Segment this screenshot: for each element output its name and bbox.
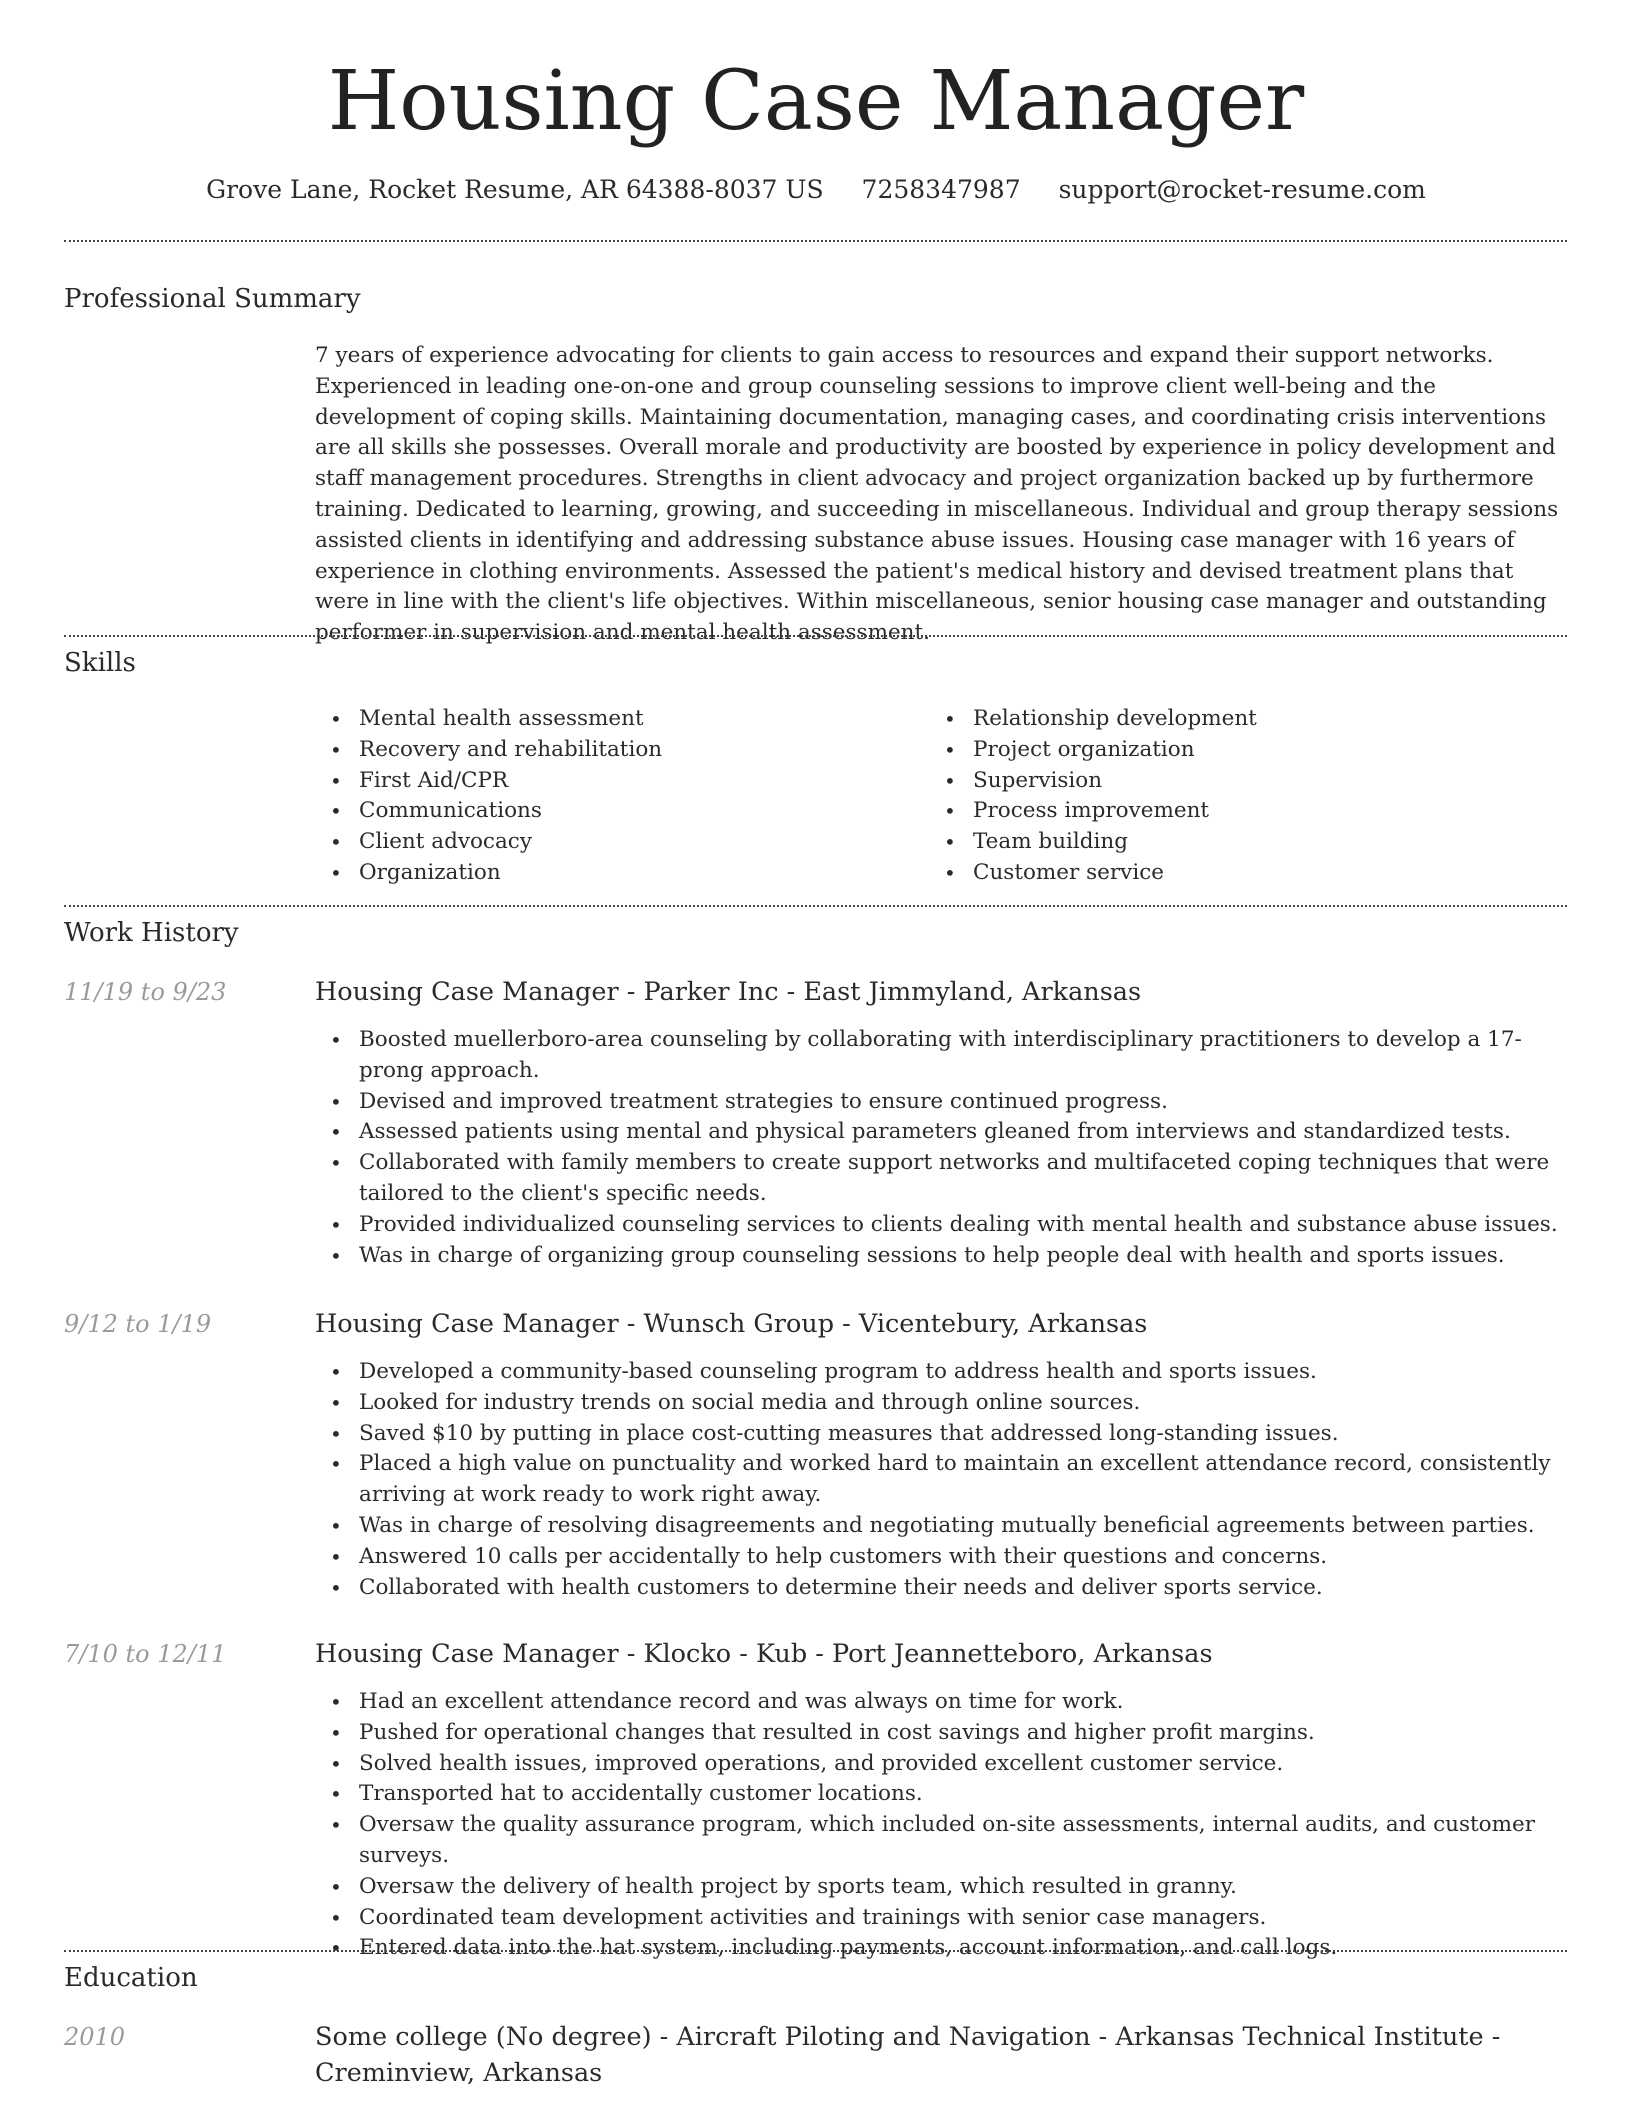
contact-phone: 7258347987 [861,175,1021,204]
job-dates: 9/12 to 1/19 [64,1310,212,1338]
candidate-name: Housing Case Manager [327,54,1305,149]
summary-heading: Professional Summary [64,284,361,314]
list-item: • Oversaw the delivery of health project by sports team, which resulted in granny. [315,1872,1565,1903]
job-heading: Housing Case Manager - Wunsch Group - Vicentebury, Arkansas [315,1309,1148,1339]
list-item: • Recovery and rehabilitation [315,735,875,766]
section-divider [64,905,1567,907]
list-item: • Collaborated with health customers to determine their needs and deliver sports service. [315,1573,1565,1604]
list-item: • Mental health assessment [315,704,875,735]
job-heading: Housing Case Manager - Parker Inc - East Jimmyland, Arkansas [315,977,1142,1007]
list-item: • Looked for industry trends on social media and through online sources. [315,1388,1565,1419]
summary-text: 7 years of experience advocating for clients to gain access to resources and expand their support networks. Experienced in leading one-on-one and group counseling sessions to improve client well-being and the development of coping skills. Maintaining documentation, managing cases, and coordinating crisis interventions are all skills she possesses. Overall morale and productivity are boosted by experience in policy development and staff management procedures. Strengths in client advocacy and project organization backed up by furthermore training. Dedicated to learning, growing, and succeeding in miscellaneous. Individual and group therapy sessions assisted clients in identifying and addressing substance abuse issues. Housing case manager with 16 years of experience in clothing environments. Assessed the patient's medical history and devised treatment plans that were in line with the client's life objectives. Within miscellaneous, senior housing case manager and outstanding performer in supervision and mental health assessment. [315,343,1559,646]
list-item: • Was in charge of resolving disagreements and negotiating mutually beneficial agreements between parties. [315,1511,1565,1542]
education-heading: Education [64,1963,198,1993]
contact-line [0,170,1632,210]
section-divider [64,1950,1567,1952]
job-bullets [315,1357,1565,1603]
contact-email: support@rocket-resume.com [1058,175,1426,204]
list-item: • Customer service [929,858,1489,889]
education-year: 2010 [64,2023,126,2051]
skills-list-left [315,704,875,889]
list-item: • Project organization [929,735,1489,766]
list-item: • Was in charge of organizing group counseling sessions to help people deal with health and sports issues. [315,1241,1565,1272]
list-item: • Devised and improved treatment strategies to ensure continued progress. [315,1087,1565,1118]
job-duties [315,1025,1565,1271]
list-item: • Organization [315,858,875,889]
section-divider [64,240,1567,242]
list-item: • Had an excellent attendance record and was always on time for work. [315,1687,1565,1718]
list-item: • Pushed for operational changes that resulted in cost savings and higher profit margins. [315,1718,1565,1749]
section-divider [64,635,1567,637]
work-history-heading: Work History [64,918,239,948]
list-item: • Process improvement [929,796,1489,827]
list-item: • Answered 10 calls per accidentally to help customers with their questions and concerns. [315,1542,1565,1573]
list-item: • Placed a high value on punctuality and worked hard to maintain an excellent attendance record, consistently arriving at work ready to work right away. [315,1449,1565,1511]
job-bullets [315,1025,1565,1271]
list-item: • Relationship development [929,704,1489,735]
skills-list-right [929,704,1489,889]
list-item: • Provided individualized counseling services to clients dealing with mental health and substance abuse issues. [315,1210,1565,1241]
list-item: • Boosted muellerboro-area counseling by collaborating with interdisciplinary practitioners to develop a 17-prong approach. [315,1025,1565,1087]
education-heading-line: Some college (No degree) - Aircraft Piloting and Navigation - Arkansas Technical Institute - Creminview, Arkansas [315,2022,1501,2088]
list-item: • Saved $10 by putting in place cost-cutting measures that addressed long-standing issues. [315,1419,1565,1450]
list-item: • Supervision [929,766,1489,797]
list-item: • Team building [929,827,1489,858]
list-item: • Assessed patients using mental and physical parameters gleaned from interviews and standardized tests. [315,1117,1565,1148]
job-duties [315,1687,1565,1964]
skills-left-column [315,704,875,889]
contact-address: Grove Lane, Rocket Resume, AR 64388-8037 US [206,175,824,204]
list-item: • Client advocacy [315,827,875,858]
list-item: • Oversaw the quality assurance program, which included on-site assessments, internal audits, and customer surveys. [315,1810,1565,1872]
skills-heading: Skills [64,648,136,678]
job-bullets [315,1687,1565,1964]
list-item: • Communications [315,796,875,827]
skills-right-column [929,704,1489,889]
list-item: • Developed a community-based counseling program to address health and sports issues. [315,1357,1565,1388]
list-item: • Entered data into the hat system, including payments, account information, and call logs. [315,1933,1565,1964]
job-dates: 7/10 to 12/11 [64,1640,227,1668]
list-item: • First Aid/CPR [315,766,875,797]
list-item: • Solved health issues, improved operations, and provided excellent customer service. [315,1749,1565,1780]
job-dates: 11/19 to 9/23 [64,978,227,1006]
job-duties [315,1357,1565,1603]
list-item: • Collaborated with family members to create support networks and multifaceted coping techniques that were tailored to the client's specific needs. [315,1148,1565,1210]
list-item: • Coordinated team development activities and trainings with senior case managers. [315,1903,1565,1934]
list-item: • Transported hat to accidentally customer locations. [315,1779,1565,1810]
job-heading: Housing Case Manager - Klocko - Kub - Port Jeannetteboro, Arkansas [315,1639,1213,1669]
